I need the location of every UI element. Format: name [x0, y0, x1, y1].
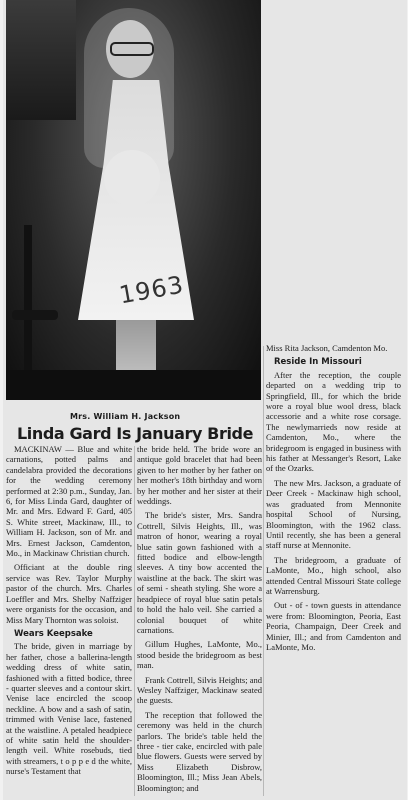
paragraph: The reception that followed the ceremony was held in the church parlors. The bride's table held the three - tier cake, encircled with pale blue flowers. Guests were served by Miss Elizabeth Disbrow, Bloomington, Ill.; Miss Jean Abels, Bloomington; and: [137, 709, 262, 793]
photo-floor: [6, 370, 261, 400]
candelabra-base: [12, 310, 58, 320]
paragraph: The bride's sister, Mrs. Sandra Cottrell, Silvis Heights, Ill., was matron of honor, wearing a royal blue satin gown fashioned with a fitted bodice and elbow-length sleeves. A tiny bow accented the waistline at the back. The skirt was of semi - sheath styling. She wore a headpiece of royal blue satin petals to hold the halo veil. She carried a colonial bouquet of white carnations.: [137, 510, 262, 635]
paragraph: The new Mrs. Jackson, a graduate of Deer Creek - Mackinaw high school, was graduated from Mennonite hospital School of Nursing, Bloomington, with the 1962 class. Until recently, she has been a general staff nurse at Mennonite.: [266, 477, 401, 551]
bride-bouquet: [104, 150, 160, 206]
subheading: Wears Keepsake: [14, 628, 93, 639]
handwritten-year: 1963: [117, 270, 187, 310]
article-column-1: [6, 444, 132, 800]
column-divider: [134, 446, 135, 796]
paragraph: MACKINAW — Blue and white carnations, potted palms and candelabra provided the decorations for the wedding ceremony performed at 2:30 p.m., Sunday, Jan. 6, for Miss Linda Gard, daughter of Mr. and Mrs. Edward F. Gard, 405 S. White street, Mackinaw, Ill., to William H. Jackson, son of Mr. and Mrs. Ernest Jackson, Camdenton, Mo., in Mackinaw Christian church.: [6, 444, 132, 559]
paragraph: Out - of - town guests in attendance were from: Bloomington, Peoria, East Peoria, Champaign, Deer Creek and Minier, Ill.; and from Camdenton and LaMonte, Mo.: [266, 600, 401, 652]
article-headline: Linda Gard Is January Bride: [16, 424, 254, 443]
paragraph: Gillum Hughes, LaMonte, Mo., stood beside the bridegroom as best man.: [137, 639, 262, 671]
paragraph: Miss Rita Jackson, Camdenton Mo.: [266, 343, 388, 353]
paragraph: the bride held. The bride wore an antique gold bracelet that had been given to her mother by her father on her mother's 18th birthday and worn by her mother and her sister at their weddings.: [137, 444, 262, 507]
photo-caption: Mrs. William H. Jackson: [70, 412, 181, 421]
subheading: Reside In Missouri: [274, 357, 362, 368]
paragraph: The bridegroom, a graduate of LaMonte, Mo., high school, also attended Central Missouri State college at Warrensburg.: [266, 554, 401, 596]
paragraph: Frank Cottrell, Silvis Heights; and Wesley Naffziger, Mackinaw seated the guests.: [137, 674, 262, 706]
paragraph: Officiant at the double ring service was Rev. Taylor Murphy pastor of the church. Mrs. Charles Loeffler and Mrs. Shelby Naffziger were organists for the occasion, and Miss Mary Thornton was soloist.: [6, 562, 132, 625]
photo-background: [6, 0, 76, 120]
paragraph: The bride, given in marriage by her father, chose a ballerina-length wedding dress of white satin, fashioned with a fitted bodice, three - quarter sleeves and a contour skirt. Venise lace encircled the scoop neckline. A bow and a sash of satin, trimmed with Venise lace, fastened at the waistline. A petaled headpiece of white satin held the shoulder-length veil. White rosebuds, tied with streamers, t o p p e d the white, nurse's Testament that: [6, 641, 132, 777]
article-column-2: [137, 444, 262, 800]
bride-glasses: [110, 42, 154, 56]
paragraph: After the reception, the couple departed on a wedding trip to Springfield, Ill., for which the bride wore a royal blue wool dress, black accessorie and a white rose corsage. The newlymarrieds now reside at Camdenton, Mo., where the bridegroom is engaged in business with his father at Messanger's Resort, Lake of the Ozarks.: [266, 369, 401, 474]
column-divider: [263, 346, 264, 796]
bride-photo: [6, 0, 261, 400]
article-column-3: [266, 343, 401, 800]
